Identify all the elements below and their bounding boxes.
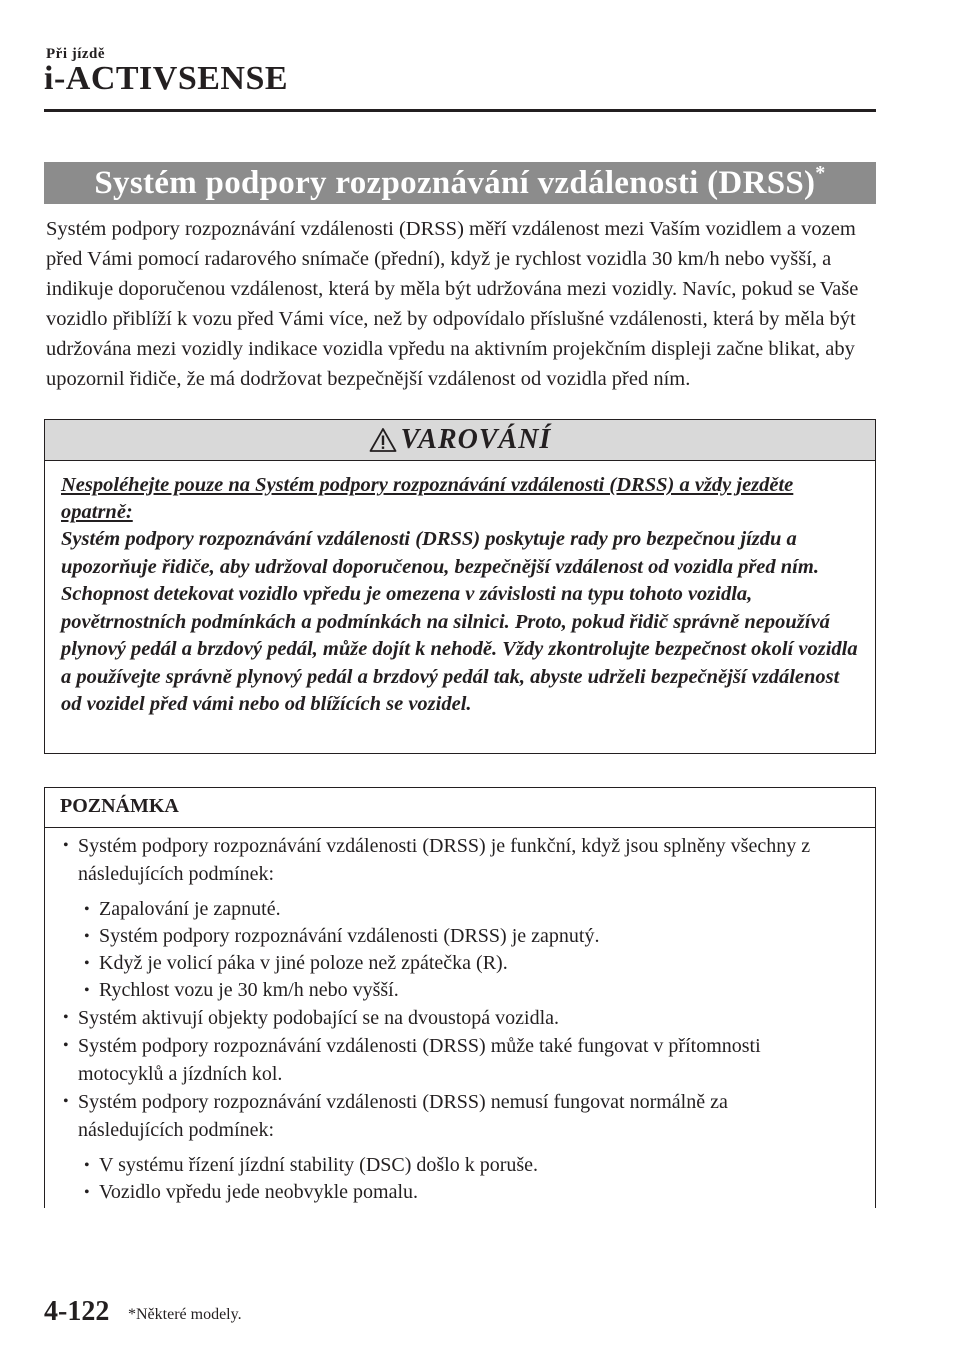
warning-title: VAROVÁNÍ — [400, 424, 552, 455]
title-asterisk: * — [815, 162, 826, 184]
warning-body: Systém podpory rozpoznávání vzdálenosti (DRSS) poskytuje rady pro bezpečnou jízdu a upozorňuje řidiče, aby udržoval doporučenou, bezpečnější vzdálenost od vozidla před ním. Schopnost detekovat vozidlo vpředu je omezena v závislosti na typu tohoto vozidla, povětrnostních podmínkách a podmínkách na silnici. Proto, pokud řidič správně nepoužívá plynový pedál a brzdový pedál, může dojít k nehodě. Vždy zkontrolujte bezpečnost okolí vozidla a používejte správně plynový pedál a brzdový pedál tak, abyste udrželi bezpečnější vzdálenost od vozidel před vámi nebo od blížících se vozidel. — [61, 528, 858, 715]
bullet: • — [63, 1093, 69, 1110]
list-item: • Systém podpory rozpoznávání vzdálenosti (DRSS) nemusí fungovat normálně za následujících podmínek: — [45, 1088, 838, 1144]
intro-paragraph: Systém podpory rozpoznávání vzdálenosti (DRSS) měří vzdálenost mezi Vaším vozidlem a vozem před Vámi pomocí radarového snímače (přední), když je rychlost vozidla 30 km/h nebo vyšší, a indikuje doporučenou vzdálenost, která by měla být udržována mezi vozidly. Navíc, pokud se Vaše vozidlo přiblíží k vozu před Vámi více, než by odpovídalo příslušné vzdálenosti, která by měla být udržována mezi vozidly indikace vozidla vpředu na aktivním projekčním displeji začne blikat, aby upozornil řidiče, že má dodržovat bezpečnější vzdálenost od vozidla před ním. — [46, 218, 859, 390]
footnote: *Některé modely. — [128, 1306, 242, 1323]
warning-triangle-icon — [369, 427, 397, 453]
note-list — [45, 832, 875, 1206]
bullet: • — [63, 1009, 69, 1026]
warning-box — [44, 419, 876, 754]
bullet: • — [63, 837, 69, 854]
list-item: • Rychlost vozu je 30 km/h nebo vyšší. — [45, 977, 875, 1004]
list-item: • Systém podpory rozpoznávání vzdálenosti (DRSS) je funkční, když jsou splněny všechny z následujících podmínek: — [45, 832, 838, 888]
list-item: • Systém podpory rozpoznávání vzdálenosti (DRSS) může také fungovat v přítomnosti motocyklů a jízdních kol. — [45, 1032, 838, 1088]
bullet: • — [84, 928, 90, 945]
page-title — [44, 162, 876, 204]
chapter-title: i-ACTIVSENSE — [44, 60, 289, 97]
warning-header — [45, 420, 875, 461]
header-rule — [44, 109, 876, 112]
bullet: • — [84, 1184, 90, 1201]
bullet: • — [84, 982, 90, 999]
page-number: 4-122 — [44, 1296, 110, 1327]
list-item: • Systém aktivují objekty podobající se na dvoustopá vozidla. — [45, 1004, 838, 1032]
section-label: Při jízdě — [46, 46, 106, 62]
list-item: • Systém podpory rozpoznávání vzdálenosti (DRSS) je zapnutý. — [45, 923, 875, 950]
page-title-text: Systém podpory rozpoznávání vzdálenosti (DRSS) — [94, 165, 816, 201]
list-item: • Zapalování je zapnuté. — [45, 896, 875, 923]
note-box — [44, 787, 876, 1208]
list-item: • Když je volicí páka v jiné poloze než zpátečka (R). — [45, 950, 875, 977]
list-item: • Vozidlo vpředu jede neobvykle pomalu. — [45, 1179, 875, 1206]
warning-lead: Nespoléhejte pouze na Systém podpory rozpoznávání vzdálenosti (DRSS) a vždy jezděte opatrně: — [61, 474, 794, 523]
note-header — [45, 788, 875, 828]
bullet: • — [84, 901, 90, 918]
bullet: • — [84, 1157, 90, 1174]
list-item: • V systému řízení jízdní stability (DSC) došlo k poruše. — [45, 1152, 875, 1179]
bullet: • — [84, 955, 90, 972]
bullet: • — [63, 1037, 69, 1054]
note-title: POZNÁMKA — [60, 795, 179, 817]
